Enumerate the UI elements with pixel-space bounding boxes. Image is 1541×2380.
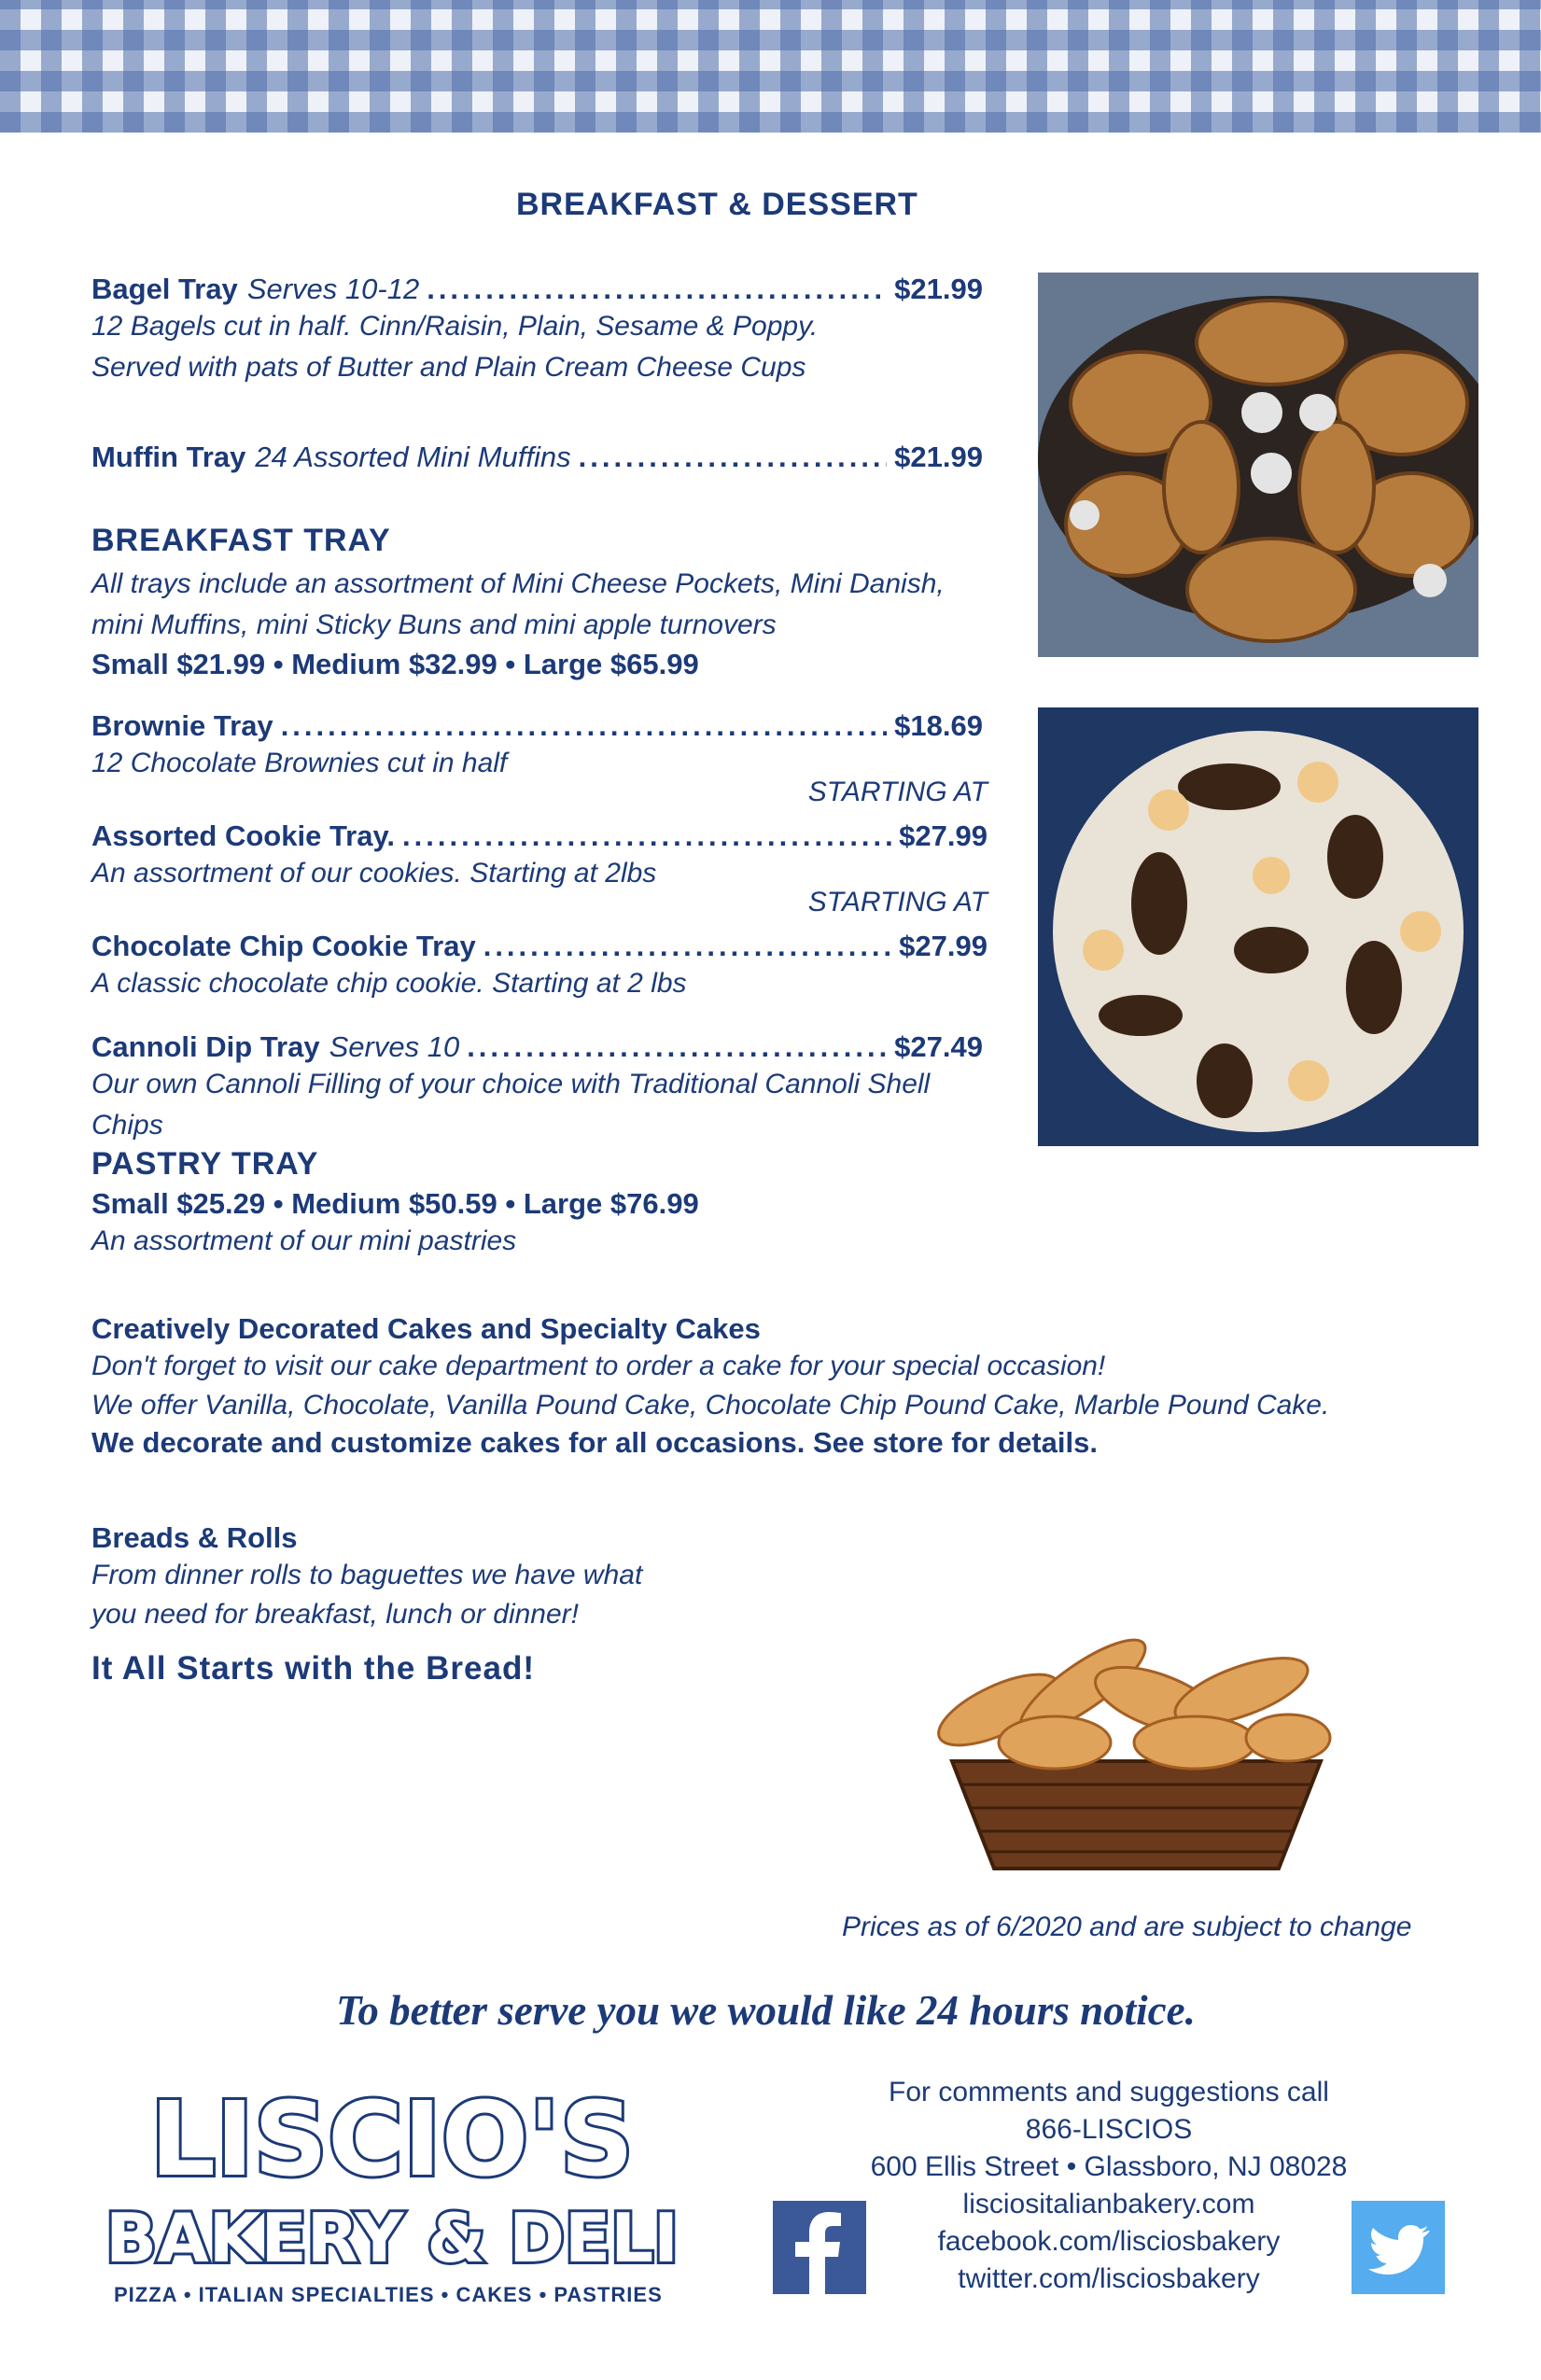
dot-leader <box>281 709 887 743</box>
gingham-header-border <box>0 0 1541 133</box>
website-link[interactable]: lisciositalianbakery.com <box>962 2189 1255 2219</box>
muffin-tray-item <box>91 441 983 474</box>
item-desc: 12 Chocolate Brownies cut in half <box>91 748 508 778</box>
item-desc: Served with pats of Butter and Plain Cream Cheese Cups <box>91 352 806 383</box>
item-desc: A classic chocolate chip cookie. Starting at 2 lbs <box>91 968 687 999</box>
item-name: Brownie Tray <box>91 709 273 742</box>
starting-at-label: STARTING AT <box>807 777 988 807</box>
section-title: PASTRY TRAY <box>91 1146 319 1182</box>
tray-prices: Small $21.99 • Medium $32.99 • Large $65.99 <box>91 648 699 680</box>
dot-leader <box>483 930 891 963</box>
item-serves: 24 Assorted Mini Muffins <box>255 441 571 473</box>
cannoli-tray-item <box>91 1030 983 1146</box>
item-name: Bagel Tray <box>91 273 238 305</box>
contact-phone: 866-LISCIOS <box>1025 2114 1193 2145</box>
cakes-desc: Don't forget to visit our cake department to order a cake for your special occasion! <box>91 1351 1106 1381</box>
item-price: $21.99 <box>894 441 983 473</box>
cookie-tray-item <box>91 819 988 894</box>
breakfast-tray-section <box>91 523 391 559</box>
item-desc: 12 Bagels cut in half. Cinn/Raisin, Plain, Sesame & Poppy. <box>91 311 819 342</box>
section-desc: All trays include an assortment of Mini Cheese Pockets, Mini Danish, <box>91 568 945 599</box>
item-desc: Our own Cannoli Filling of your choice with Traditional Cannoli Shell Chips <box>91 1069 931 1141</box>
item-name: Chocolate Chip Cookie Tray <box>91 930 476 962</box>
pastry-tray-details <box>91 1187 932 1262</box>
dot-leader <box>427 273 887 306</box>
lisCIOs-logo <box>93 2070 691 2313</box>
item-price: $21.99 <box>894 273 983 305</box>
cakes-title: Creatively Decorated Cakes and Specialty Cakes <box>91 1312 761 1345</box>
pastry-tray-photo <box>1038 707 1478 1146</box>
cakes-desc: We offer Vanilla, Chocolate, Vanilla Pound Cake, Chocolate Chip Pound Cake, Marble Pound Cake. <box>91 1390 1330 1421</box>
item-price: $27.99 <box>899 819 988 852</box>
dot-leader <box>579 441 888 474</box>
bread-basket-photo <box>887 1598 1386 1887</box>
item-serves: Serves 10-12 <box>246 273 420 305</box>
facebook-icon[interactable] <box>773 2201 866 2294</box>
logo-line1: LISCIO'S <box>149 2079 635 2199</box>
facebook-link[interactable]: facebook.com/lisciosbakery <box>937 2226 1281 2257</box>
item-price: $18.69 <box>894 709 983 742</box>
cakes-section <box>91 1312 1380 1460</box>
prices-note: Prices as of 6/2020 and are subject to change <box>842 1911 1412 1942</box>
logo-graphic <box>93 2070 691 2313</box>
section-desc: An assortment of our mini pastries <box>91 1225 517 1256</box>
item-price: $27.99 <box>899 930 988 962</box>
breads-desc: From dinner rolls to baguettes we have what <box>91 1560 643 1590</box>
breads-desc: you need for breakfast, lunch or dinner! <box>91 1599 579 1630</box>
twitter-link[interactable]: twitter.com/lisciosbakery <box>958 2263 1260 2294</box>
brownie-tray-item <box>91 709 983 784</box>
bagel-tray-item <box>91 273 983 388</box>
section-title: BREAKFAST TRAY <box>91 523 391 558</box>
item-name: Muffin Tray <box>91 441 246 473</box>
tray-prices: Small $25.29 • Medium $50.59 • Large $76.99 <box>91 1187 699 1220</box>
contact-block <box>782 2074 1436 2298</box>
dot-leader <box>467 1030 887 1064</box>
pastry-tray-section <box>91 1146 318 1183</box>
contact-line: For comments and suggestions call <box>889 2077 1329 2107</box>
logo-tagline: PIZZA • ITALIAN SPECIALTIES • CAKES • PASTRIES <box>114 2283 663 2306</box>
logo-line2: BAKERY & DELI <box>105 2199 679 2277</box>
cakes-note: We decorate and customize cakes for all occasions. See store for details. <box>91 1426 1098 1459</box>
item-serves: Serves 10 <box>329 1030 460 1063</box>
twitter-icon[interactable] <box>1352 2201 1445 2294</box>
breads-title: Breads & Rolls <box>91 1521 298 1554</box>
breads-tagline: It All Starts with the Bread! <box>91 1650 535 1687</box>
page-title: BREAKFAST & DESSERT <box>516 187 918 222</box>
dot-leader <box>402 819 891 853</box>
item-name: Cannoli Dip Tray <box>91 1030 320 1063</box>
item-price: $27.49 <box>894 1030 983 1063</box>
item-desc: An assortment of our cookies. Starting at 2lbs <box>91 858 657 889</box>
bagel-tray-photo <box>1038 273 1478 657</box>
section-desc: mini Muffins, mini Sticky Buns and mini apple turnovers <box>91 609 777 640</box>
starting-at-label: STARTING AT <box>807 887 988 917</box>
breakfast-tray-details <box>91 564 988 681</box>
item-name: Assorted Cookie Tray. <box>91 819 396 852</box>
contact-address: 600 Ellis Street • Glassboro, NJ 08028 <box>870 2151 1348 2182</box>
breads-section <box>91 1521 745 1635</box>
chip-cookie-tray-item <box>91 930 988 1004</box>
notice-text: To better serve you we would like 24 hours notice. <box>336 1987 1196 2034</box>
